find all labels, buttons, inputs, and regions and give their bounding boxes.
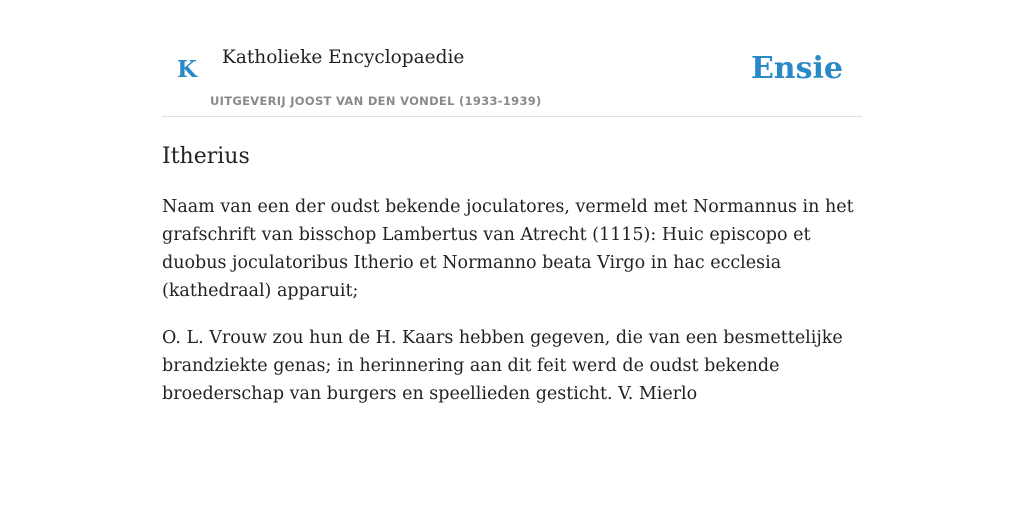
encyclopedia-title[interactable]: Katholieke Encyclopaedie — [222, 47, 465, 68]
article-paragraph: Naam van een der oudst bekende joculatores, vermeld met Normannus in het grafschrift van bisschop Lambertus van Atrecht (1115): Huic episcopo et duobus joculatoribus Itherio et Normanno beata Virgo in hac ecclesia (kathedraal) apparuit; — [162, 197, 854, 301]
page — [162, 0, 862, 404]
encyclopedia-header — [162, 0, 862, 117]
article-paragraph: O. L. Vrouw zou hun de H. Kaars hebben gegeven, die van een besmettelijke brandziekte genas; in herinnering aan dit feit werd de oudst bekende broederschap van burgers en speellieden gesticht. V. Mierlo — [162, 328, 843, 404]
article-title: Itherius — [162, 144, 250, 169]
publisher-subtitle: UITGEVERIJ JOOST VAN DEN VONDEL (1933-1939) — [210, 94, 542, 108]
ensie-brand-link[interactable]: Ensie — [750, 51, 843, 86]
encyclopedia-logo[interactable]: K — [177, 56, 197, 83]
